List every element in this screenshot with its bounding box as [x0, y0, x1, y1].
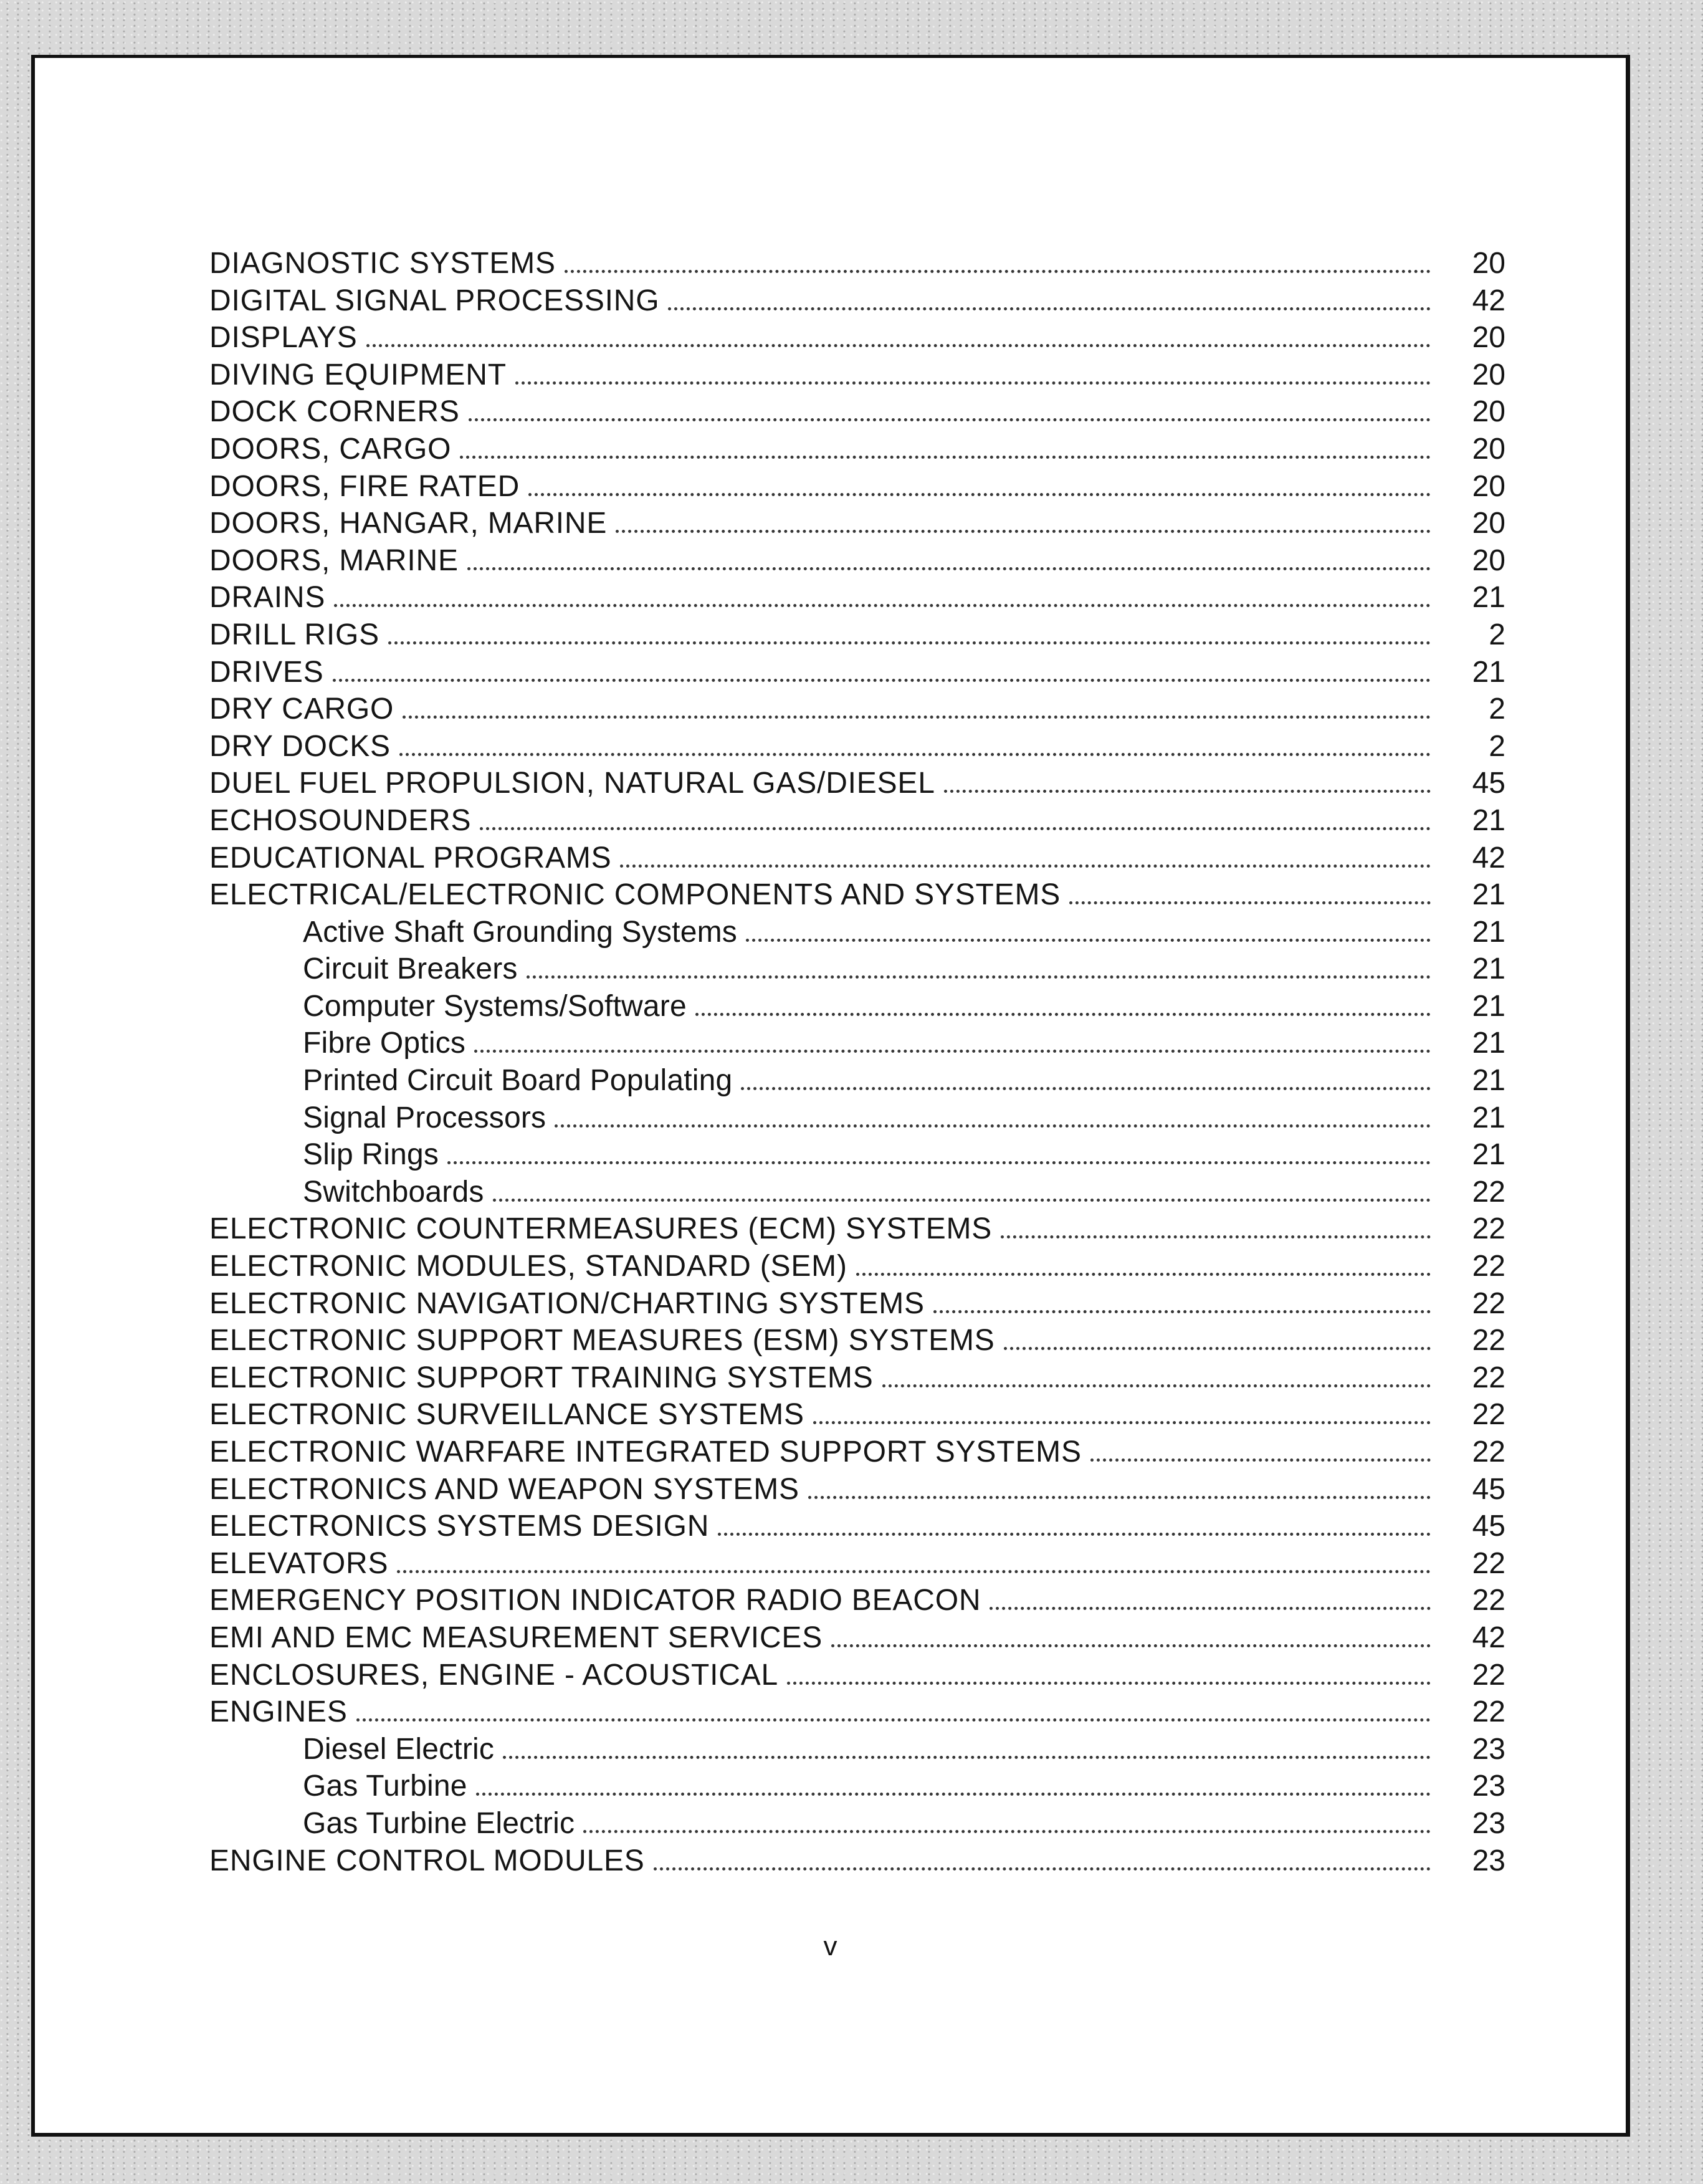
index-subentry [209, 1731, 1505, 1768]
dot-leader [467, 567, 1431, 570]
index-page-number: 21 [1472, 581, 1505, 615]
index-subentry [209, 1062, 1505, 1099]
index-page-number: 45 [1472, 767, 1505, 800]
dot-leader [356, 1718, 1431, 1722]
index-entry [209, 1842, 1505, 1880]
index-page-number: 42 [1472, 841, 1505, 874]
index-term: Fibre Optics [303, 1027, 466, 1060]
index-term: ENGINE CONTROL MODULES [209, 1844, 645, 1877]
index-page-number: 22 [1472, 1361, 1505, 1394]
index-page-number: 20 [1472, 507, 1505, 540]
dot-leader [856, 1273, 1431, 1276]
index-page-number: 21 [1472, 952, 1505, 986]
index-subentry [209, 1174, 1505, 1211]
index-term: ELECTRONIC SURVEILLANCE SYSTEMS [209, 1398, 804, 1432]
index-page-number: 2 [1489, 692, 1505, 726]
index-page-number: 22 [1472, 1286, 1505, 1320]
index-entry [209, 1322, 1505, 1359]
index-term: Gas Turbine [303, 1770, 467, 1803]
dot-leader [515, 381, 1431, 385]
index-page-number: 21 [1472, 1027, 1505, 1060]
index-page-number: 22 [1472, 1212, 1505, 1246]
index-entry [209, 579, 1505, 616]
dot-leader [397, 1570, 1431, 1573]
index-page-number: 22 [1472, 1546, 1505, 1580]
index-entry [209, 1657, 1505, 1694]
index-page-number: 21 [1472, 915, 1505, 949]
index-entry [209, 319, 1505, 357]
index-page-number: 2 [1489, 729, 1505, 763]
index-entry [209, 1471, 1505, 1508]
index-term: Computer Systems/Software [303, 989, 687, 1023]
index-term: Active Shaft Grounding Systems [303, 915, 737, 949]
index-term: DRY DOCKS [209, 729, 391, 763]
dot-leader [493, 1199, 1431, 1202]
index-page-number: 22 [1472, 1658, 1505, 1692]
index-page-number: 22 [1472, 1398, 1505, 1432]
index-term: DRAINS [209, 581, 326, 615]
index-term: ELECTRICAL/ELECTRONIC COMPONENTS AND SYSTEMS [209, 878, 1061, 912]
index-term: DIGITAL SIGNAL PROCESSING [209, 284, 660, 317]
index-entry [209, 691, 1505, 728]
index-subentry [209, 1025, 1505, 1062]
index-page-number: 20 [1472, 321, 1505, 355]
index-term: Diesel Electric [303, 1732, 495, 1766]
dot-leader [388, 641, 1431, 644]
index-page-number: 21 [1472, 1138, 1505, 1172]
dot-leader [1001, 1235, 1431, 1238]
index-entry [209, 1248, 1505, 1285]
dot-leader [403, 716, 1431, 719]
dot-leader [1069, 901, 1431, 904]
index-term: Switchboards [303, 1175, 484, 1209]
index-term: ECHOSOUNDERS [209, 803, 472, 837]
index-page-number: 20 [1472, 395, 1505, 429]
index-term: ELECTRONICS AND WEAPON SYSTEMS [209, 1472, 799, 1506]
page-number: v [823, 1931, 837, 1961]
index-page-number: 23 [1472, 1732, 1505, 1766]
dot-leader [746, 939, 1431, 942]
document-page [31, 55, 1630, 2137]
dot-leader [528, 493, 1431, 496]
index-entry [209, 393, 1505, 431]
index-page-number: 45 [1472, 1510, 1505, 1543]
dot-leader [565, 270, 1431, 273]
dot-leader [741, 1087, 1431, 1090]
index-page-number: 21 [1472, 803, 1505, 837]
dot-leader [474, 1050, 1431, 1053]
index-entry [209, 1285, 1505, 1323]
dot-leader [583, 1830, 1431, 1833]
index-entry [209, 1545, 1505, 1583]
index-entry [209, 1619, 1505, 1657]
index-term: ELECTRONIC WARFARE INTEGRATED SUPPORT SYSTEMS [209, 1435, 1082, 1468]
index-entry [209, 765, 1505, 802]
dot-leader [813, 1421, 1431, 1424]
dot-leader [831, 1644, 1431, 1647]
dot-leader [527, 975, 1431, 979]
dot-leader [616, 530, 1431, 533]
index-page-number: 22 [1472, 1250, 1505, 1283]
index-entry [209, 468, 1505, 505]
index-term: DRILL RIGS [209, 618, 379, 651]
index-page-number: 22 [1472, 1584, 1505, 1617]
index-page-number: 22 [1472, 1175, 1505, 1209]
index-page-number: 42 [1472, 284, 1505, 317]
index-term: DOCK CORNERS [209, 395, 460, 429]
index-page-number: 21 [1472, 1064, 1505, 1098]
index-term: Slip Rings [303, 1138, 439, 1172]
index-entry [209, 245, 1505, 282]
index-term: DOORS, MARINE [209, 544, 459, 577]
index-entry [209, 542, 1505, 580]
index-term: ELEVATORS [209, 1546, 389, 1580]
index-page-number: 20 [1472, 469, 1505, 503]
index-subentry [209, 1136, 1505, 1174]
index-subentry [209, 914, 1505, 951]
index-term: ELECTRONIC MODULES, STANDARD (SEM) [209, 1250, 847, 1283]
dot-leader [882, 1384, 1431, 1387]
index-page-number: 22 [1472, 1695, 1505, 1729]
dot-leader [787, 1682, 1431, 1685]
index-entry [209, 1693, 1505, 1731]
index-subentry [209, 1768, 1505, 1805]
index-page-number: 21 [1472, 878, 1505, 912]
dot-leader [366, 344, 1431, 347]
dot-leader [333, 679, 1431, 682]
index-page-number: 22 [1472, 1324, 1505, 1358]
index-list [209, 245, 1505, 1879]
index-entry [209, 1210, 1505, 1248]
dot-leader [808, 1496, 1431, 1499]
index-page-number: 21 [1472, 989, 1505, 1023]
index-page-number: 45 [1472, 1472, 1505, 1506]
dot-leader [469, 418, 1431, 421]
index-entry [209, 802, 1505, 840]
index-page-number: 20 [1472, 544, 1505, 577]
dot-leader [933, 1310, 1431, 1313]
dot-leader [1004, 1347, 1431, 1350]
index-term: DISPLAYS [209, 321, 358, 355]
dot-leader [399, 753, 1431, 756]
index-term: ENGINES [209, 1695, 348, 1729]
index-term: ENCLOSURES, ENGINE - ACOUSTICAL [209, 1658, 778, 1692]
index-entry [209, 431, 1505, 468]
index-term: DOORS, HANGAR, MARINE [209, 507, 608, 540]
index-term: DRIVES [209, 655, 324, 689]
index-term: DOORS, FIRE RATED [209, 469, 520, 503]
dot-leader [476, 1793, 1431, 1796]
index-entry [209, 357, 1505, 394]
index-subentry [209, 1099, 1505, 1137]
index-entry [209, 505, 1505, 542]
dot-leader [480, 827, 1431, 830]
index-term: ELECTRONIC NAVIGATION/CHARTING SYSTEMS [209, 1286, 925, 1320]
dot-leader [620, 865, 1431, 868]
index-term: ELECTRONIC COUNTERMEASURES (ECM) SYSTEMS [209, 1212, 993, 1246]
index-page-number: 20 [1472, 247, 1505, 280]
index-term: DUEL FUEL PROPULSION, NATURAL GAS/DIESEL [209, 767, 935, 800]
index-entry [209, 1508, 1505, 1545]
index-page-number: 21 [1472, 1101, 1505, 1134]
index-page-number: 23 [1472, 1770, 1505, 1803]
index-term: DOORS, CARGO [209, 432, 452, 466]
dot-leader [503, 1756, 1431, 1759]
index-page-number: 20 [1472, 432, 1505, 466]
dot-leader [654, 1867, 1431, 1870]
index-term: EDUCATIONAL PROGRAMS [209, 841, 612, 874]
index-term: Printed Circuit Board Populating [303, 1064, 733, 1098]
index-term: EMERGENCY POSITION INDICATOR RADIO BEACON [209, 1584, 981, 1617]
index-term: EMI AND EMC MEASUREMENT SERVICES [209, 1621, 823, 1654]
index-entry [209, 616, 1505, 654]
dot-leader [944, 790, 1431, 793]
index-entry [209, 654, 1505, 691]
index-entry [209, 876, 1505, 914]
dot-leader [555, 1124, 1431, 1128]
index-entry [209, 1359, 1505, 1397]
index-entry [209, 282, 1505, 320]
index-term: DIVING EQUIPMENT [209, 358, 507, 391]
index-subentry [209, 988, 1505, 1025]
index-subentry [209, 951, 1505, 988]
index-term: Signal Processors [303, 1101, 546, 1134]
index-term: ELECTRONIC SUPPORT TRAINING SYSTEMS [209, 1361, 874, 1394]
dot-leader [990, 1607, 1431, 1610]
index-page-number: 23 [1472, 1806, 1505, 1840]
dot-leader [460, 456, 1431, 459]
index-page-number: 21 [1472, 655, 1505, 689]
index-entry [209, 728, 1505, 765]
index-page-number: 42 [1472, 1621, 1505, 1654]
dot-leader [695, 1013, 1431, 1016]
dot-leader [1090, 1458, 1431, 1462]
index-term: ELECTRONICS SYSTEMS DESIGN [209, 1510, 710, 1543]
index-page-number: 2 [1489, 618, 1505, 651]
index-term: DIAGNOSTIC SYSTEMS [209, 247, 556, 280]
dot-leader [334, 604, 1431, 607]
index-subentry [209, 1805, 1505, 1842]
index-entry [209, 840, 1505, 877]
dot-leader [668, 307, 1431, 310]
index-entry [209, 1396, 1505, 1434]
dot-leader [718, 1533, 1431, 1536]
dot-leader [447, 1161, 1431, 1164]
index-term: DRY CARGO [209, 692, 394, 726]
index-term: ELECTRONIC SUPPORT MEASURES (ESM) SYSTEMS [209, 1324, 995, 1358]
index-page-number: 20 [1472, 358, 1505, 391]
index-page-number: 23 [1472, 1844, 1505, 1877]
index-entry [209, 1434, 1505, 1471]
index-term: Circuit Breakers [303, 952, 518, 986]
index-term: Gas Turbine Electric [303, 1806, 575, 1840]
index-page-number: 22 [1472, 1435, 1505, 1468]
index-entry [209, 1582, 1505, 1619]
